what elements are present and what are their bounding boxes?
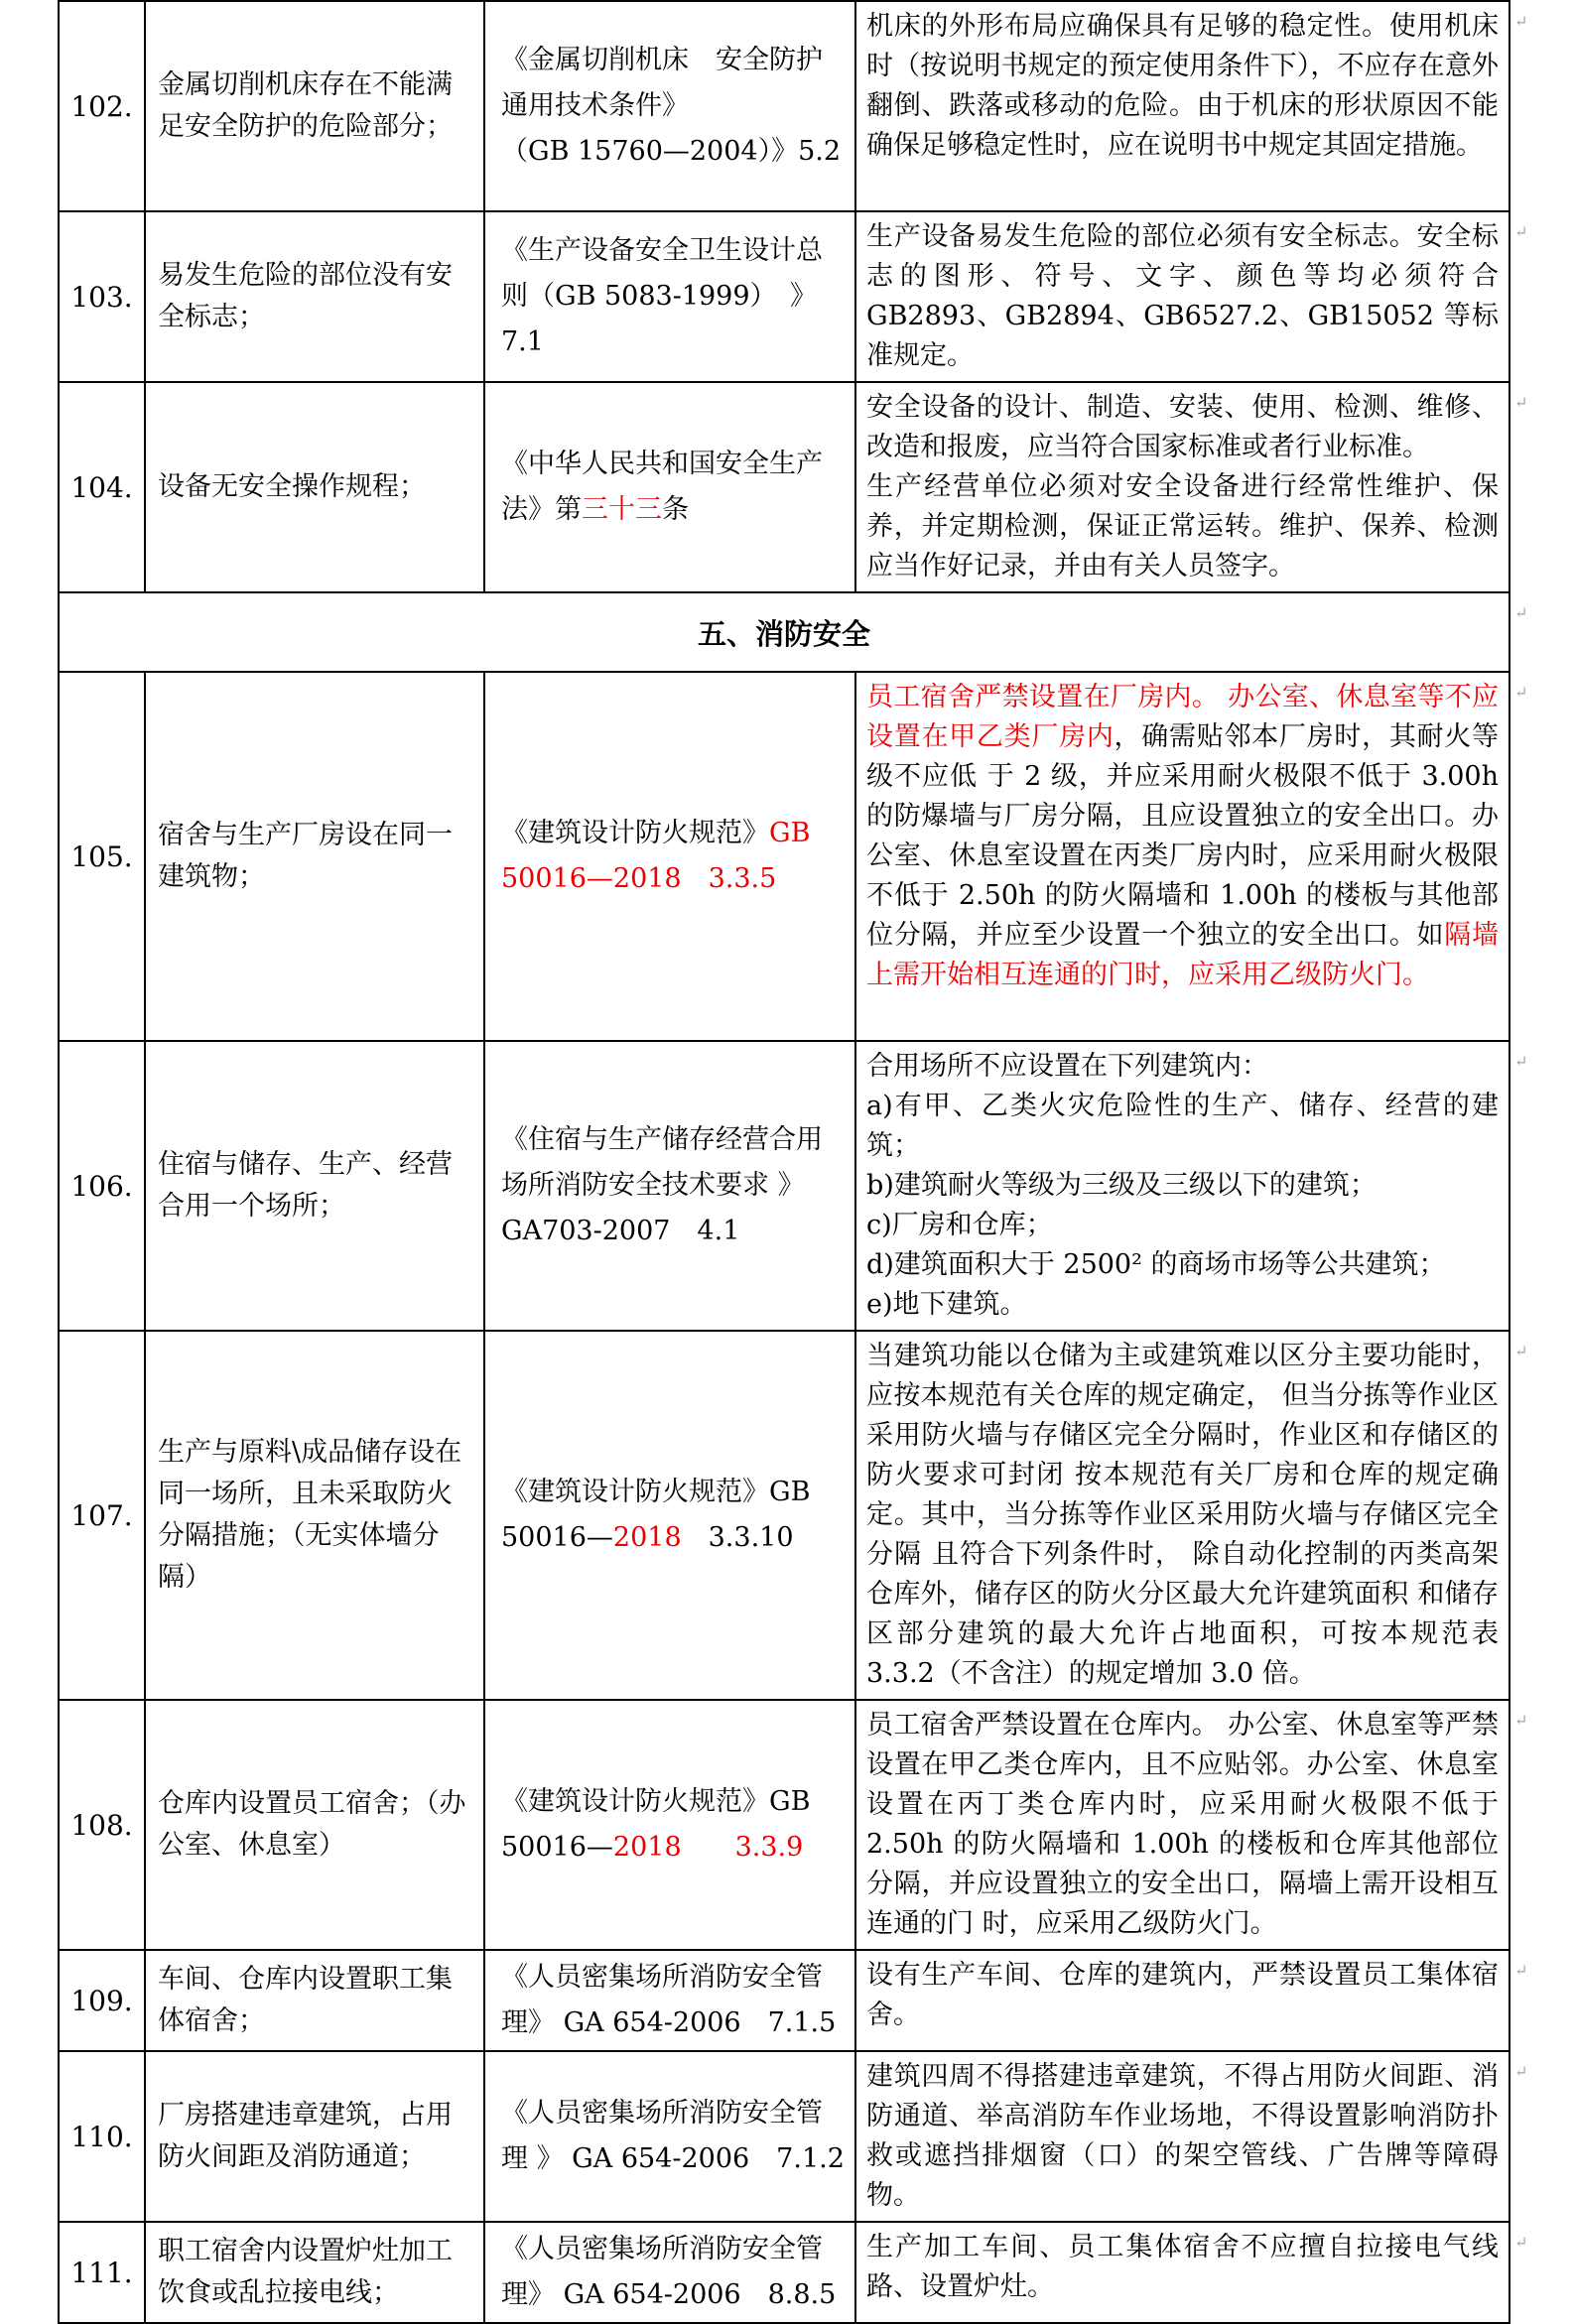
reference-cell [484, 1041, 855, 1331]
paragraph-mark-icon: ↵ [1514, 2233, 1528, 2252]
paragraph-mark-icon: ↵ [1514, 222, 1528, 241]
reference-paragraph [501, 228, 847, 365]
body-text: 合用场所不应设置在下列建筑内： [866, 1051, 1268, 1082]
body-text: d)建筑面积大于 2500² 的商场市场等公共建筑； [866, 1249, 1446, 1280]
highlighted-text: 2018 [612, 1522, 682, 1553]
requirement-paragraph [866, 7, 1499, 166]
issue-cell: 厂房搭建违章建筑，占用防火间距及消防通道； [145, 2051, 484, 2222]
row-number-cell: 107. [59, 1331, 145, 1700]
requirement-cell [855, 1, 1509, 211]
paragraph-mark-icon: ↵ [1514, 603, 1528, 622]
requirement-paragraph [866, 1245, 1499, 1285]
requirement-cell [855, 1950, 1509, 2051]
issue-cell: 车间、仓库内设置职工集体宿舍； [145, 1950, 484, 2051]
paragraph-mark-icon: ↵ [1514, 393, 1528, 412]
row-number-cell: 106. [59, 1041, 145, 1331]
table-row [59, 1700, 1509, 1950]
body-text: （GB 15760—2004）》5.2 [501, 136, 842, 167]
paragraph-mark-icon: ↵ [1514, 2062, 1528, 2081]
requirement-paragraph [866, 2228, 1499, 2307]
body-text: 《建筑设计防火规范》 [501, 818, 769, 848]
row-number-cell: 111. [59, 2222, 145, 2323]
reference-cell [484, 1950, 855, 2051]
row-number-cell: 102. [59, 1, 145, 211]
reference-paragraph [501, 1955, 847, 2046]
body-text: e)地下建筑。 [866, 1289, 1027, 1320]
issue-cell: 职工宿舍内设置炉灶加工饮食或乱拉接电线； [145, 2222, 484, 2323]
paragraph-mark-icon: ↵ [1514, 683, 1528, 702]
highlighted-text: 员工宿舍严禁设置在厂房内。 办公室、休息室等不应设置在甲乙类厂房内 [866, 682, 1499, 752]
highlighted-text: 三十三 [582, 494, 662, 525]
issue-cell: 生产与原料\成品储存设在同一场所，且未采取防火分隔措施；（无实体墙分隔） [145, 1331, 484, 1700]
paragraph-mark-icon: ↵ [1514, 1961, 1528, 1980]
requirement-paragraph [866, 678, 1499, 995]
reference-paragraph [501, 811, 847, 902]
row-number-cell: 108. [59, 1700, 145, 1950]
reference-paragraph [501, 1470, 847, 1561]
regulation-table-body [59, 1, 1509, 2323]
body-text: 《金属切削机床 安全防护通用技术条件》 [501, 45, 823, 121]
body-text: a)有甲、乙类火灾危险性的生产、储存、经营的建筑； [866, 1091, 1499, 1161]
body-text: ，确需贴邻本厂房时，其耐火等级不应低 于 2 级，并应采用耐火极限不低于 3.00h 的防爆墙与厂房分隔，且应设置独立的安全出口。办公室、休息室设置在丙类厂房内时，应采用耐火极限不低于 2.50h 的防火隔墙和 1.00h 的楼板与其他部位分隔，并应至少设置一个独立的安全出口。如 [866, 721, 1500, 951]
reference-cell [484, 2051, 855, 2222]
reference-paragraph [501, 38, 847, 129]
requirement-cell [855, 2051, 1509, 2222]
issue-cell: 易发生危险的部位没有安全标志； [145, 211, 484, 382]
body-text: 《建筑设计防火规范》GB 50016— [501, 1786, 811, 1863]
body-text: 《生产设备安全卫生设计总则（GB 5083-1999） 》 7.1 [501, 235, 831, 357]
requirement-paragraph [866, 388, 1499, 467]
requirement-paragraph [866, 217, 1499, 376]
reference-cell [484, 211, 855, 382]
table-row [59, 2222, 1509, 2323]
requirement-paragraph [866, 1087, 1499, 1166]
body-text: 《人员密集场所消防安全管理》 GA 654-2006 8.8.5 [501, 2234, 837, 2310]
reference-paragraph [501, 1779, 847, 1871]
body-text: 《住宿与生产储存经营合用场所消防安全技术要求 》GA703-2007 4.1 [501, 1124, 823, 1246]
table-row [59, 1, 1509, 211]
body-text: 生产设备易发生危险的部位必须有安全标志。安全标志的图形、符号、文字、颜色等均必须符合 GB2893、GB2894、GB6527.2、GB15052 等标准规定。 [866, 221, 1499, 371]
reference-cell [484, 672, 855, 1041]
row-number-cell: 109. [59, 1950, 145, 2051]
reference-paragraph [501, 1117, 847, 1254]
section-header-row [59, 592, 1509, 672]
reference-cell [484, 2222, 855, 2323]
requirement-cell [855, 1700, 1509, 1950]
reference-paragraph [501, 129, 847, 175]
paragraph-mark-icon: ↵ [1514, 1711, 1528, 1730]
body-text: b)建筑耐火等级为三级及三级以下的建筑； [866, 1170, 1377, 1201]
body-text: 《人员密集场所消防安全管理 》 GA 654-2006 7.1.2 [501, 2098, 845, 2174]
issue-cell: 宿舍与生产厂房设在同一建筑物； [145, 672, 484, 1041]
body-text: 生产加工车间、员工集体宿舍不应擅自拉接电气线路、设置炉灶。 [866, 2232, 1499, 2302]
body-text: 生产经营单位必须对安全设备进行经常性维护、保养，并定期检测，保证正常运转。维护、保养、检测应当作好记录，并由有关人员签字。 [866, 471, 1499, 581]
highlighted-text: 2018 3.3.9 [612, 1832, 804, 1863]
body-text: 设有生产车间、仓库的建筑内，严禁设置员工集体宿舍。 [866, 1960, 1499, 2030]
requirement-cell [855, 672, 1509, 1041]
requirement-paragraph [866, 1206, 1499, 1245]
reference-paragraph [501, 2091, 847, 2182]
body-text: 安全设备的设计、制造、安装、使用、检测、维修、改造和报废，应当符合国家标准或者行业标准。 [866, 392, 1499, 462]
regulation-table-wrapper [58, 0, 1510, 2324]
row-number-cell: 104. [59, 382, 145, 592]
requirement-cell [855, 1041, 1509, 1331]
requirement-paragraph [866, 1166, 1499, 1206]
issue-cell: 设备无安全操作规程； [145, 382, 484, 592]
table-row [59, 382, 1509, 592]
reference-cell [484, 1700, 855, 1950]
requirement-cell [855, 211, 1509, 382]
reference-cell [484, 1, 855, 211]
section-header: 五、消防安全 [59, 592, 1509, 672]
requirement-paragraph [866, 1706, 1499, 1944]
reference-paragraph [501, 442, 847, 533]
body-text: 《人员密集场所消防安全管理》 GA 654-2006 7.1.5 [501, 1962, 837, 2038]
row-number-cell: 105. [59, 672, 145, 1041]
requirement-paragraph [866, 467, 1499, 586]
table-row [59, 1950, 1509, 2051]
requirement-paragraph [866, 1047, 1499, 1087]
table-row [59, 211, 1509, 382]
body-text: 机床的外形布局应确保具有足够的稳定性。使用机床时（按说明书规定的预定使用条件下），不应存在意外翻倒、跌落或移动的危险。由于机床的形状原因不能确保足够稳定性时，应在说明书中规定其固定措施。 [866, 11, 1499, 161]
table-row [59, 1331, 1509, 1700]
requirement-cell [855, 382, 1509, 592]
paragraph-mark-icon: ↵ [1514, 1342, 1528, 1360]
requirement-cell [855, 1331, 1509, 1700]
body-text: 当建筑功能以仓储为主或建筑难以区分主要功能时，应按本规范有关仓库的规定确定， 但当分拣等作业区采用防火墙与存储区完全分隔时，作业区和存储区的防火要求可封闭 按本规范有关厂房和仓库的规定确定。其中，当分拣等作业区采用防火墙与存储区完全分隔 且符合下列条件时， 除自动化控制的丙类高架仓库外，储存区的防火分区最大允许建筑面积 和储存区部分建筑的最大允许占地面积，可按本规范表 3.3.2（不含注）的规定增加 3.0 倍。 [866, 1341, 1499, 1689]
reference-cell [484, 1331, 855, 1700]
requirement-paragraph [866, 1956, 1499, 2035]
requirement-cell [855, 2222, 1509, 2323]
row-number-cell: 110. [59, 2051, 145, 2222]
body-text: 3.3.10 [681, 1522, 794, 1553]
regulation-table [58, 0, 1510, 2324]
highlighted-text: 隔墙上需开始相互连通的门时，应采用乙级防火门。 [866, 920, 1500, 990]
table-row [59, 1041, 1509, 1331]
body-text: 《中华人民共和国安全生产法》第 [501, 449, 823, 525]
reference-cell [484, 382, 855, 592]
body-text: 员工宿舍严禁设置在仓库内。 办公室、休息室等严禁设置在甲乙类仓库内，且不应贴邻。办公室、休息室设置在丙丁类仓库内时，应采用耐火极限不低于 2.50h 的防火隔墙和 1.00h 的楼板和仓库其他部位分隔，并应设置独立的安全出口，隔墙上需开设相互连通的门 时，应采用乙级防火门。 [866, 1710, 1499, 1939]
reference-paragraph [501, 2227, 847, 2318]
highlighted-text: GB 50016—2018 3.3.5 [501, 818, 811, 894]
body-text: c)厂房和仓库； [866, 1210, 1053, 1240]
paragraph-mark-icon: ↵ [1514, 1052, 1528, 1071]
table-row [59, 672, 1509, 1041]
requirement-paragraph [866, 2057, 1499, 2216]
body-text: 《建筑设计防火规范》GB 50016— [501, 1477, 811, 1553]
issue-cell: 金属切削机床存在不能满足安全防护的危险部分； [145, 1, 484, 211]
requirement-paragraph [866, 1337, 1499, 1694]
row-number-cell: 103. [59, 211, 145, 382]
paragraph-mark-icon: ↵ [1514, 12, 1528, 31]
body-text: 条 [662, 494, 689, 525]
issue-cell: 仓库内设置员工宿舍；（办公室、休息室） [145, 1700, 484, 1950]
requirement-paragraph [866, 1285, 1499, 1325]
issue-cell: 住宿与储存、生产、经营合用一个场所； [145, 1041, 484, 1331]
table-row [59, 2051, 1509, 2222]
body-text: 建筑四周不得搭建违章建筑，不得占用防火间距、消防通道、举高消防车作业场地，不得设置影响消防扑救或遮挡排烟窗（口）的架空管线、广告牌等障碍物。 [866, 2061, 1499, 2211]
